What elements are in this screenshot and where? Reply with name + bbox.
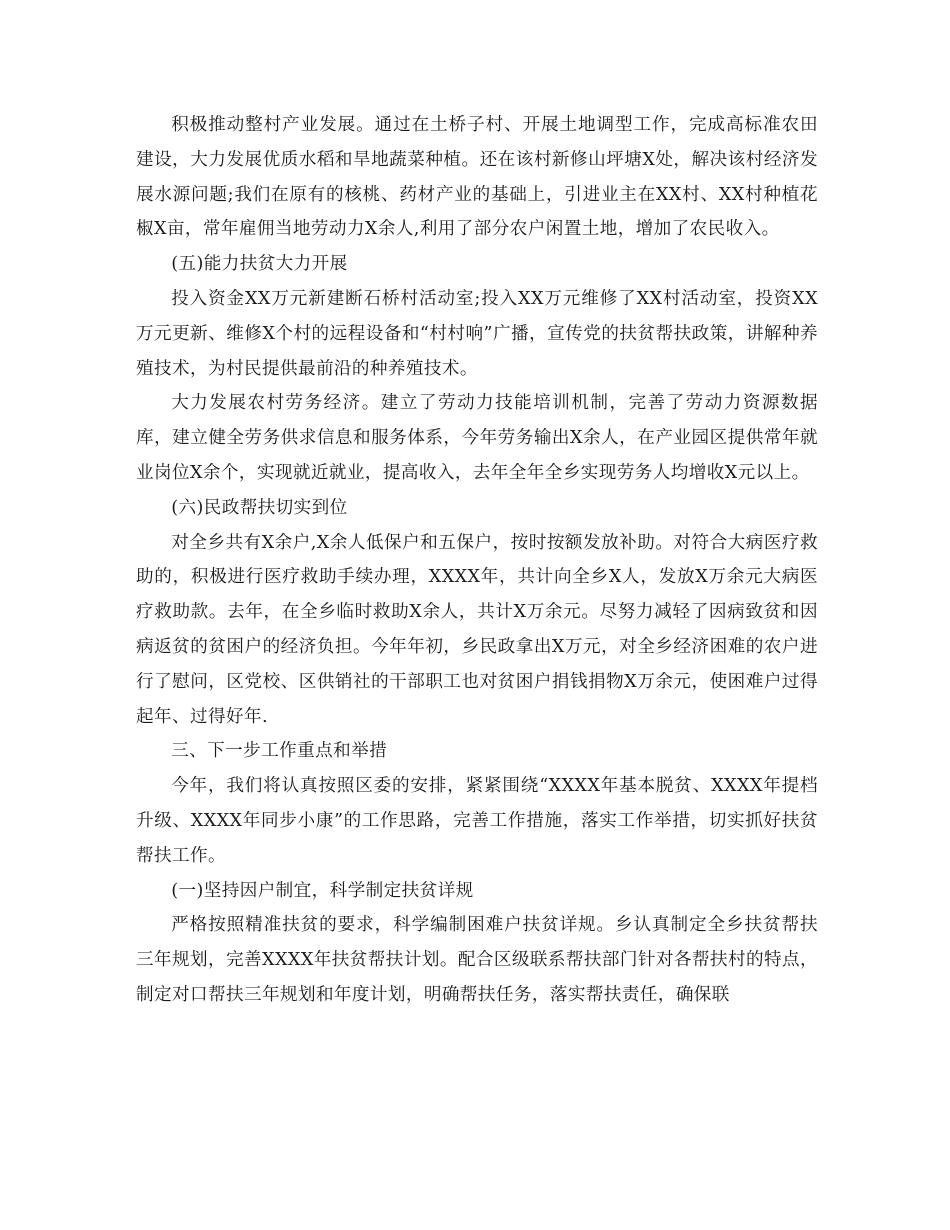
paragraph-household-planning-details: 严格按照精准扶贫的要求，科学编制困难户扶贫详规。乡认真制定全乡扶贫帮扶三年规划，完善XXXX年扶贫帮扶计划。配合区级联系帮扶部门针对各帮扶村的特点，制定对口帮扶三年规划和年度计划，明确帮扶任务，落实帮扶责任，确保联 (136, 915, 818, 1005)
paragraph-civil-affairs-details: 对全乡共有X余户,X余人低保户和五保户，按时按额发放补助。对符合大病医疗救助的，积极进行医疗救助手续办理，XXXX年，共计向全乡X人，发放X万余元大病医疗救助款。去年，在全乡临时救助X余人，共计X万余元。尽努力减轻了因病致贫和因病返贫的贫困户的经济负担。今年年初，乡民政拿出X万元，对全乡经济困难的农户进行了慰问，区党校、区供销社的干部职工也对贫困户捐钱捐物X万余元，使困难户过得起年、过得好年. (136, 532, 818, 727)
paragraph-funding-activity-rooms: 投入资金XX万元新建断石桥村活动室;投入XX万元维修了XX村活动室，投资XX万元更新、维修X个村的远程设备和“村村响”广播，宣传党的扶贫帮扶政策，讲解种养殖技术，为村民提供最前沿的种养殖技术。 (136, 288, 818, 379)
document-body (136, 108, 818, 1013)
paragraph-next-steps-intro: 今年，我们将认真按照区委的安排，紧紧围绕“XXXX年基本脱贫、XXXX年提档升级、XXXX年同步小康”的工作思路，完善工作措施，落实工作举措，切实抓好扶贫帮扶工作。 (136, 776, 818, 866)
heading-next-steps: 三、下一步工作重点和举措 (171, 741, 388, 762)
paragraph-labor-economy: 大力发展农村劳务经济。建立了劳动力技能培训机制，完善了劳动力资源数据库，建立健全劳务供求信息和服务体系，今年劳务输出X余人，在产业园区提供常年就业岗位X余个，实现就近就业，提高收入，去年全年全乡实现劳务人均增收X元以上。 (136, 393, 818, 483)
heading-capacity-poverty-alleviation: (五)能力扶贫大力开展 (171, 254, 348, 275)
heading-civil-affairs-assistance: (六)民政帮扶切实到位 (171, 497, 348, 518)
heading-household-planning: (一)坚持因户制宜，科学制定扶贫详规 (171, 880, 474, 901)
paragraph-industry-development: 积极推动整村产业发展。通过在土桥子村、开展土地调型工作，完成高标准农田建设，大力发展优质水稻和旱地蔬菜种植。还在该村新修山坪塘X处，解决该村经济发展水源问题;我们在原有的核桃、药材产业的基础上，引进业主在XX村、XX村种植花椒X亩，常年雇佣当地劳动力X余人,利用了部分农户闲置土地，增加了农民收入。 (136, 115, 818, 240)
